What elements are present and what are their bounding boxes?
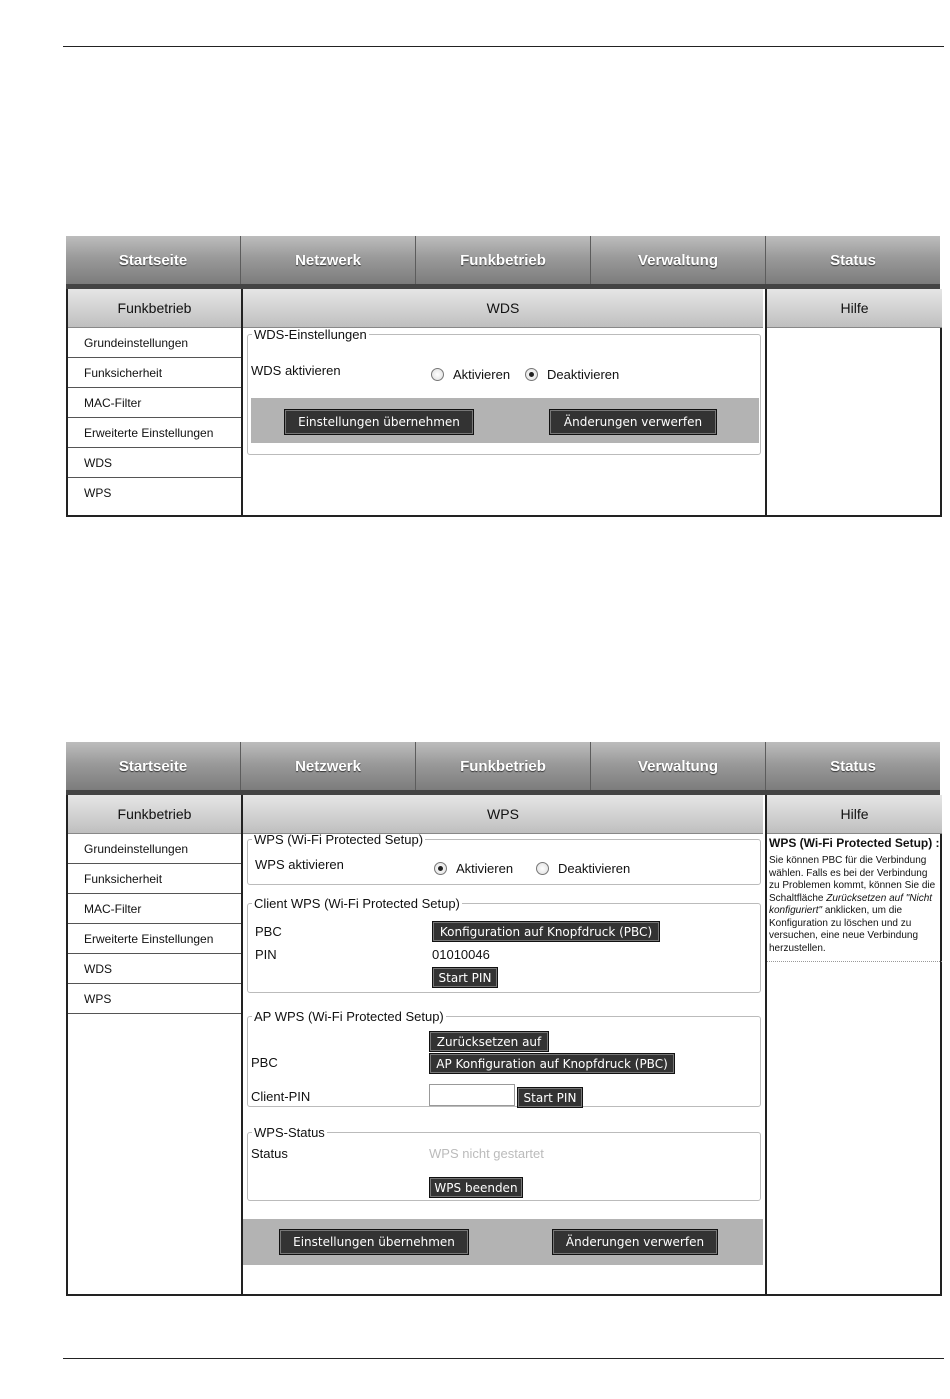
help-panel	[765, 289, 942, 515]
wds-radio-off[interactable]: Deaktivieren	[525, 367, 619, 382]
nav-startseite[interactable]: Startseite	[66, 236, 241, 284]
pbc-label: PBC	[255, 924, 282, 939]
ap-pbc-button[interactable]: AP Konfiguration auf Knopfdruck (PBC)	[429, 1053, 675, 1074]
wds-screenshot	[66, 236, 940, 517]
nav-startseite[interactable]: Startseite	[66, 742, 241, 790]
ap-pbc-label: PBC	[251, 1055, 278, 1070]
main-panel	[243, 289, 763, 515]
top-rule	[63, 46, 944, 47]
status-label: Status	[251, 1146, 288, 1161]
sidebar-item-wps[interactable]: WPS	[68, 478, 241, 507]
client-wps-fieldset	[247, 896, 761, 993]
reset-button[interactable]: Zurücksetzen auf	[429, 1031, 549, 1052]
wds-settings-legend: WDS-Einstellungen	[254, 327, 367, 342]
status-value: WPS nicht gestartet	[429, 1146, 544, 1161]
sidebar-title: Funkbetrieb	[68, 289, 241, 328]
apply-button[interactable]: Einstellungen übernehmen	[279, 1229, 469, 1255]
nav-netzwerk[interactable]: Netzwerk	[241, 742, 416, 790]
apply-button[interactable]: Einstellungen übernehmen	[284, 409, 474, 435]
nav-funkbetrieb[interactable]: Funkbetrieb	[416, 236, 591, 284]
top-nav	[66, 742, 940, 795]
main-panel	[243, 795, 763, 1294]
wds-radio-on[interactable]: Aktivieren	[431, 367, 510, 382]
sidebar-title: Funkbetrieb	[68, 795, 241, 834]
client-wps-legend: Client WPS (Wi-Fi Protected Setup)	[254, 896, 460, 911]
wps-screenshot	[66, 742, 940, 1297]
help-text-italic: Zurücksetzen auf "Nicht konfiguriert"	[769, 892, 933, 916]
sidebar	[68, 795, 243, 1294]
page-title: WPS	[243, 795, 763, 834]
sidebar-item-funksicherheit[interactable]: Funksicherheit	[68, 864, 241, 894]
sidebar-item-grundeinstellungen[interactable]: Grundeinstellungen	[68, 834, 241, 864]
wds-enable-label: WDS aktivieren	[251, 363, 341, 378]
radio-selected-icon	[525, 368, 538, 381]
sidebar-item-wps[interactable]: WPS	[68, 984, 241, 1014]
help-text-2: anklicken, um die Konfiguration zu löschen und zu versuchen, eine neue Verbindung herzustellen.	[769, 905, 919, 954]
wps-enable-label: WPS aktivieren	[255, 857, 344, 872]
pbc-button[interactable]: Konfiguration auf Knopfdruck (PBC)	[432, 921, 660, 942]
content-frame	[66, 289, 942, 517]
page-title: WDS	[243, 289, 763, 328]
sidebar-item-wds[interactable]: WDS	[68, 448, 241, 478]
start-pin-button-2[interactable]: Start PIN	[517, 1087, 583, 1108]
sidebar-item-grundeinstellungen[interactable]: Grundeinstellungen	[68, 328, 241, 358]
help-panel	[765, 795, 942, 1294]
pin-label: PIN	[255, 947, 277, 962]
nav-verwaltung[interactable]: Verwaltung	[591, 742, 766, 790]
wps-legend: WPS (Wi-Fi Protected Setup)	[254, 832, 424, 847]
client-pin-input[interactable]	[429, 1084, 515, 1106]
sidebar-item-wds[interactable]: WDS	[68, 954, 241, 984]
sidebar-item-funksicherheit[interactable]: Funksicherheit	[68, 358, 241, 388]
sidebar-item-erweiterte-einstellungen[interactable]: Erweiterte Einstellungen	[68, 418, 241, 448]
bottom-rule	[63, 1358, 944, 1359]
radio-icon	[536, 862, 549, 875]
help-heading: WPS (Wi-Fi Protected Setup) :	[769, 836, 940, 850]
stop-wps-button[interactable]: WPS beenden	[429, 1177, 523, 1198]
radio-selected-icon	[434, 862, 447, 875]
wps-status-legend: WPS-Status	[254, 1125, 325, 1140]
start-pin-button[interactable]: Start PIN	[432, 967, 498, 988]
radio-icon	[431, 368, 444, 381]
discard-button[interactable]: Änderungen verwerfen	[552, 1229, 718, 1255]
discard-button[interactable]: Änderungen verwerfen	[549, 409, 717, 435]
client-pin-label: Client-PIN	[251, 1089, 311, 1104]
top-nav	[66, 236, 940, 289]
nav-netzwerk[interactable]: Netzwerk	[241, 236, 416, 284]
help-title: Hilfe	[767, 289, 942, 328]
sidebar-item-mac-filter[interactable]: MAC-Filter	[68, 388, 241, 418]
sidebar	[68, 289, 243, 515]
wps-radio-on[interactable]: Aktivieren	[434, 861, 513, 876]
pin-value: 01010046	[432, 947, 490, 962]
sidebar-item-erweiterte-einstellungen[interactable]: Erweiterte Einstellungen	[68, 924, 241, 954]
wps-radio-off[interactable]: Deaktivieren	[536, 861, 630, 876]
help-title: Hilfe	[767, 795, 942, 834]
content-frame	[66, 795, 942, 1296]
help-content	[767, 834, 942, 962]
nav-verwaltung[interactable]: Verwaltung	[591, 236, 766, 284]
nav-funkbetrieb[interactable]: Funkbetrieb	[416, 742, 591, 790]
sidebar-item-mac-filter[interactable]: MAC-Filter	[68, 894, 241, 924]
nav-status[interactable]: Status	[830, 757, 876, 775]
help-text-1: Sie können PBC für die Verbindung wählen. Falls es bei der Verbindung zu Problemen kommt, können Sie die Schaltfläche	[769, 855, 936, 904]
ap-wps-legend: AP WPS (Wi-Fi Protected Setup)	[254, 1009, 444, 1024]
nav-status[interactable]: Status	[830, 251, 876, 269]
